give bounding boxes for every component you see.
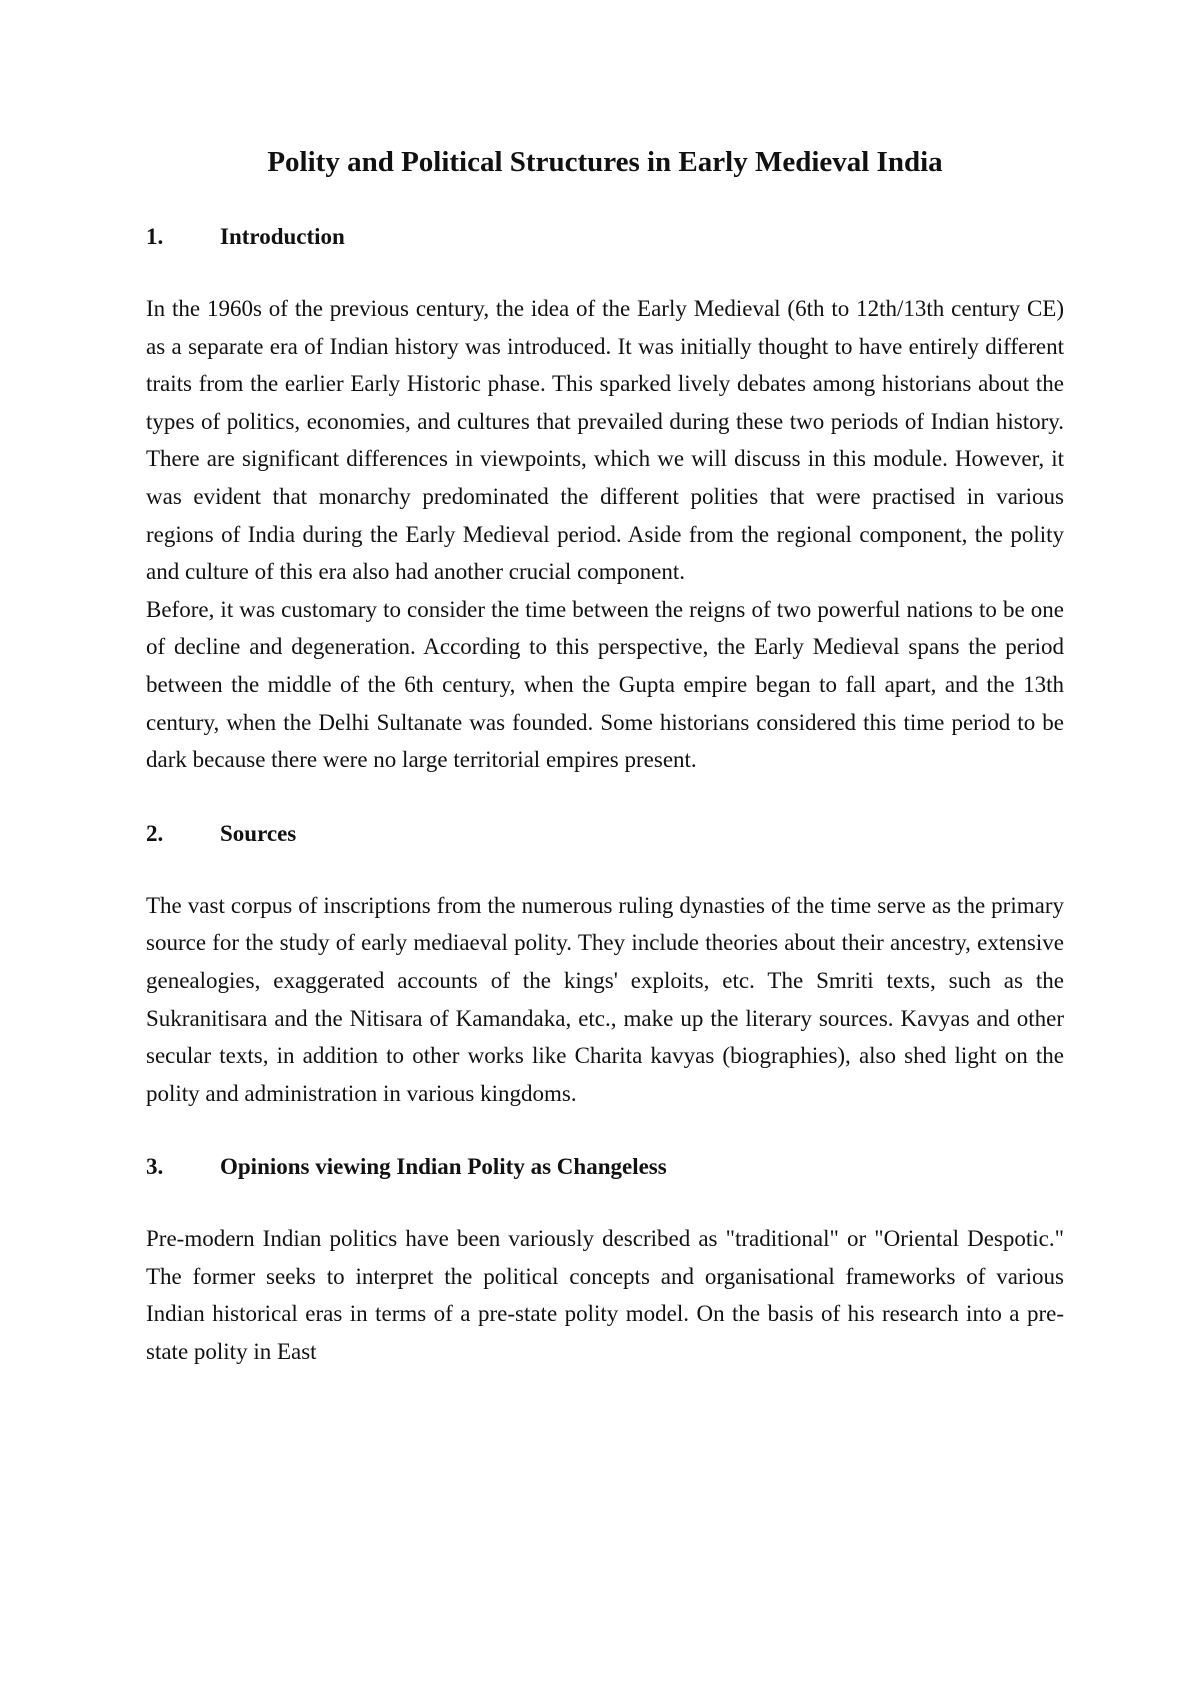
spacer bbox=[146, 779, 1064, 815]
section-number: 3. bbox=[146, 1154, 164, 1180]
section-heading-introduction bbox=[146, 218, 1064, 256]
paragraph: Before, it was customary to consider the time between the reigns of two powerful nations to be one of decline and degeneration. According to this perspective, the Early Medieval spans the period between the middle of the 6th century, when the Gupta empire began to fall apart, and the 13th century, when the Delhi Sultanate was founded. Some historians considered this time period to be dark because there were no large territorial empires present. bbox=[146, 596, 1064, 773]
section-title: Introduction bbox=[220, 224, 345, 249]
paragraph: Pre-modern Indian politics have been variously described as "traditional" or "Oriental Despotic." The former seeks to interpret the political concepts and organisational frameworks of various Indian historical eras in terms of a pre-state polity model. On the basis of his research into a pre-state polity in East bbox=[146, 1226, 1064, 1365]
paragraph: In the 1960s of the previous century, the idea of the Early Medieval (6th to 12th/13th century CE) as a separate era of Indian history was introduced. It was initially thought to have entirely different traits from the earlier Early Historic phase. This sparked lively debates among historians about the types of politics, economies, and cultures that prevailed during these two periods of Indian history. There are significant differences in viewpoints, which we will discuss in this module. However, it was evident that monarchy predominated the different polities that were practised in various regions of India during the Early Medieval period. Aside from the regional component, the polity and culture of this era also had another crucial component. bbox=[146, 296, 1064, 585]
section-title: Sources bbox=[220, 820, 297, 846]
paragraph: The vast corpus of inscriptions from the numerous ruling dynasties of the time serve as the primary source for the study of early mediaeval polity. They include theories about their ancestry, extensive genealogies, exaggerated accounts of the kings' exploits, etc. The Smriti texts, such as the Sukranitisara and the Nitisara of Kamandaka, etc., make up the literary sources. Kavyas and other secular texts, in addition to other works like Charita kavyas (biographies), also shed light on the polity and administration in various kingdoms. bbox=[146, 892, 1064, 1106]
section-title: Opinions viewing Indian Polity as Changeless bbox=[220, 1154, 667, 1180]
section-heading-sources bbox=[146, 815, 1064, 853]
section-number: 1. bbox=[146, 224, 164, 249]
section-heading-changeless-polity bbox=[146, 1148, 1064, 1186]
section-number: 2. bbox=[146, 820, 164, 846]
document-body bbox=[146, 140, 1064, 1371]
document-title: Polity and Political Structures in Early Medieval India bbox=[267, 146, 943, 178]
spacer bbox=[146, 1112, 1064, 1148]
